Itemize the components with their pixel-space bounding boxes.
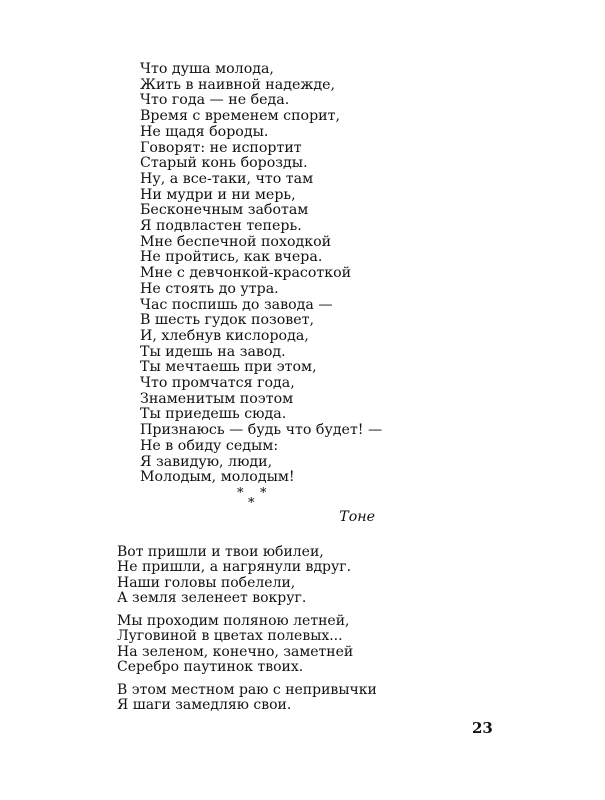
poem-line: Не в обиду седым: [140,437,279,454]
poem-line: Серебро паутинок твоих. [117,659,304,676]
poem-line: Я подвластен теперь. [140,218,302,235]
poem-line: Мы проходим поляною летней, [117,613,350,629]
poem-continuation [140,62,382,486]
poem-line: Молодым, молодым! [140,469,295,486]
poem-line: Что года — не беда. [140,92,290,109]
poem-line: Старый конь борозды. [140,155,308,172]
poem-line: Не пройтись, как вчера. [140,249,323,266]
poem-line: Час поспишь до завода — [140,296,333,313]
poem-line: Наши головы побелели, [117,574,296,591]
poem-line: Ты идешь на завод. [140,343,286,360]
poem-line: Знаменитым поэтом [140,390,294,407]
page-number: 23 [472,719,493,737]
poem-line: На зеленом, конечно, заметней [117,643,354,660]
asterisk-mark: * [260,486,267,501]
poem-line: Вот пришли и твои юбилеи, [117,544,324,560]
poem-line: В шесть гудок позовет, [140,312,315,329]
poem-line: Мне беспечной походкой [140,233,332,250]
poem-line: Жить в наивной надежде, [140,76,336,93]
poem-line: Я завидую, люди, [140,453,273,470]
poem-line: Не стоять до утра. [140,280,279,297]
poem-line: Что промчатся года, [140,375,295,392]
poem-line: Луговиной в цветах полевых... [117,628,343,645]
poem-line: Говорят: не испортит [140,139,302,156]
asterisk-mark: * [237,486,244,501]
poem-line: Ты мечтаешь при этом, [140,359,317,376]
poem-line: Ни мудри и ни мерь, [140,186,296,203]
poem-line: Время с временем спорит, [140,108,340,125]
poem-line: И, хлебнув кислорода, [140,327,309,344]
poem-line: Признаюсь — будь что будет! — [140,422,383,439]
poem-stanza [117,683,377,714]
poem-line: Не щадя бороды. [140,123,269,140]
asterism-separator [232,487,272,509]
poem-line: Мне с девчонкой-красоткой [140,265,352,282]
poem-line: Ты приедешь сюда. [140,406,287,423]
poem-line: Я шаги замедляю свои. [117,697,292,714]
poem-line: Что душа молода, [140,61,274,77]
poem-line: Бесконечным заботам [140,202,309,219]
poem-line: А земля зеленеет вокруг. [117,590,307,607]
poem-line: Ну, а все-таки, что там [140,170,314,187]
poem-stanza [117,614,353,676]
poem-line: В этом местном раю с непривычки [117,682,377,698]
asterisk-mark: * [248,496,255,511]
poem-stanza [117,545,351,607]
poem-dedication: Тоне [339,509,375,525]
poem-line: Не пришли, а нагрянули вдруг. [117,559,352,576]
